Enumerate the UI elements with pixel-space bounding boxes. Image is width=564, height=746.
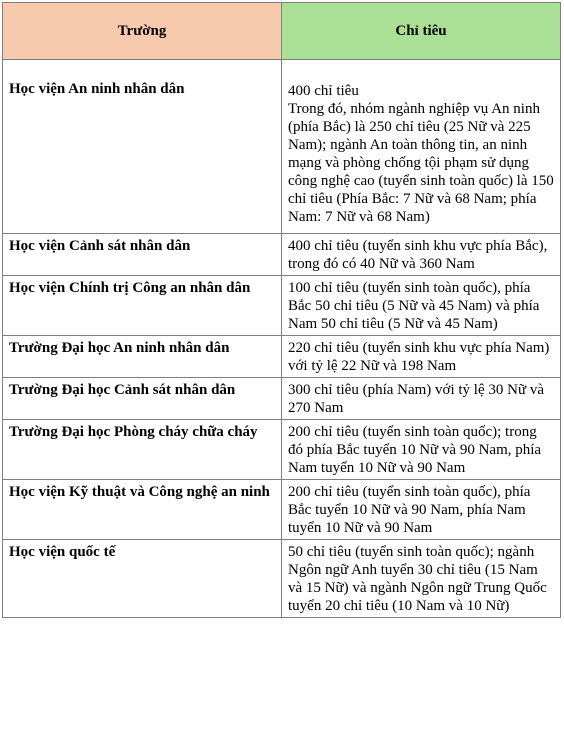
- quota-text: 200 chỉ tiêu (tuyển sinh toàn quốc), phía Bắc tuyển 10 Nữ và 90 Nam, phía Nam tuyển 10 Nữ và 90 Nam: [282, 480, 561, 540]
- table-row: [3, 336, 561, 378]
- quota-cell: [282, 60, 561, 234]
- table-row: [3, 378, 561, 420]
- quota-text: 100 chỉ tiêu (tuyển sinh toàn quốc), phía Bắc 50 chỉ tiêu (5 Nữ và 45 Nam) và phía Nam 50 chỉ tiêu (5 Nữ và 45 Nam): [282, 276, 561, 336]
- quota-text: 400 chỉ tiêu: [288, 83, 359, 99]
- table-row: [3, 276, 561, 336]
- quota-text: 300 chỉ tiêu (phía Nam) với tỷ lệ 30 Nữ và 270 Nam: [282, 378, 561, 420]
- school-name: Học viện Kỹ thuật và Công nghệ an ninh: [3, 480, 282, 540]
- table-header-row: [3, 3, 561, 60]
- table-row: [3, 480, 561, 540]
- table-row: [3, 234, 561, 276]
- school-name: Học viện Chính trị Công an nhân dân: [3, 276, 282, 336]
- quota-text: 220 chỉ tiêu (tuyển sinh khu vực phía Nam) với tỷ lệ 22 Nữ và 198 Nam: [282, 336, 561, 378]
- school-name: Trường Đại học Phòng cháy chữa cháy: [3, 420, 282, 480]
- quota-text: 200 chỉ tiêu (tuyển sinh toàn quốc); trong đó phía Bắc tuyển 10 Nữ và 90 Nam, phía Nam tuyển 10 Nữ và 90 Nam: [282, 420, 561, 480]
- quota-detail: Trong đó, nhóm ngành nghiệp vụ An ninh (phía Bắc) là 250 chỉ tiêu (25 Nữ và 225 Nam); ngành An toàn thông tin, an ninh mạng và phòng chống tội phạm sử dụng công nghệ cao (tuyển sinh toàn quốc) là 150 chỉ tiêu (Phía Bắc: 7 Nữ và 68 Nam; phía Nam: 7 Nữ và 68 Nam): [288, 101, 554, 225]
- admission-quota-table: [2, 2, 561, 618]
- quota-text: 50 chỉ tiêu (tuyển sinh toàn quốc); ngành Ngôn ngữ Anh tuyển 30 chỉ tiêu (15 Nam và 15 Nữ) và ngành Ngôn ngữ Trung Quốc tuyển 20 chỉ tiêu (10 Nam và 10 Nữ): [282, 540, 561, 618]
- quota-text: 400 chỉ tiêu (tuyển sinh khu vực phía Bắc), trong đó có 40 Nữ và 360 Nam: [282, 234, 561, 276]
- header-school: Trường: [3, 3, 282, 60]
- school-name: Học viện quốc tế: [3, 540, 282, 618]
- school-name: Trường Đại học An ninh nhân dân: [3, 336, 282, 378]
- school-name: Học viện Cảnh sát nhân dân: [3, 234, 282, 276]
- header-quota: Chỉ tiêu: [282, 3, 561, 60]
- school-name: Học viện An ninh nhân dân: [3, 60, 282, 234]
- table-row: [3, 540, 561, 618]
- table-row: [3, 60, 561, 234]
- table-row: [3, 420, 561, 480]
- school-name: Trường Đại học Cảnh sát nhân dân: [3, 378, 282, 420]
